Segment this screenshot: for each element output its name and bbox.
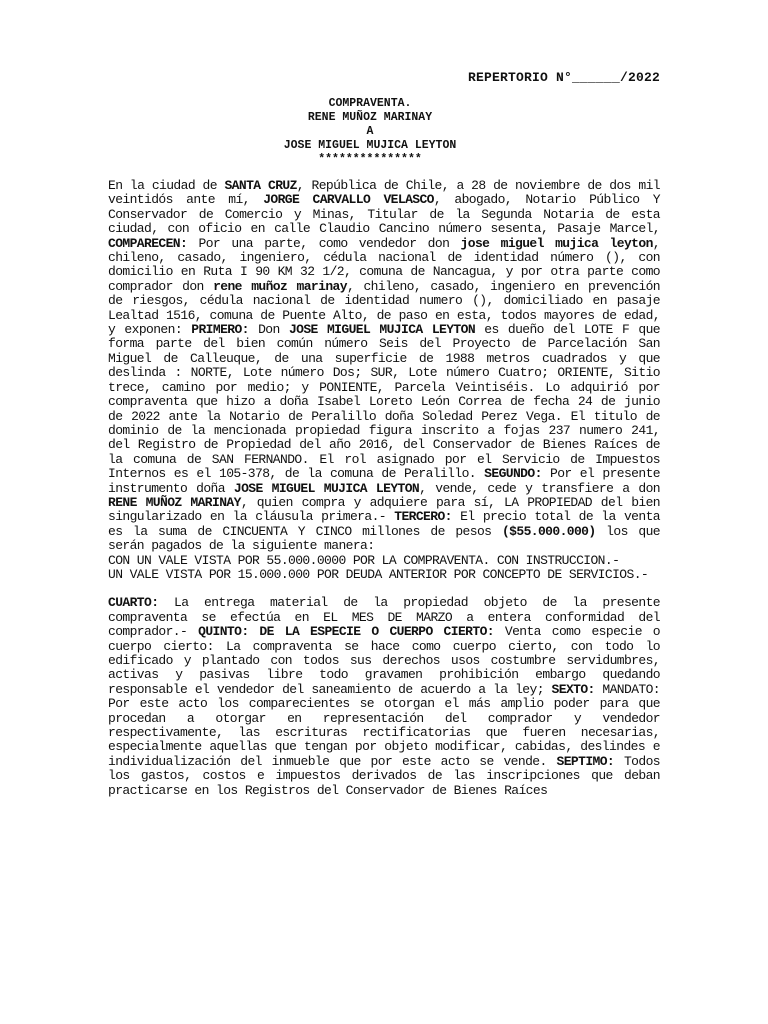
payment-line-2: UN VALE VISTA POR 15.000.000 POR DEUDA ANTERIOR POR CONCEPTO DE SERVICIOS.- bbox=[108, 566, 649, 582]
text: , vende, cede y transfiere a don bbox=[419, 480, 660, 496]
clause-primero-label: PRIMERO: bbox=[191, 322, 249, 338]
repertorio-number: REPERTORIO N°______/2022 bbox=[467, 70, 660, 85]
city-name: SANTA CRUZ bbox=[224, 178, 297, 193]
comparecen-label: COMPARECEN: bbox=[108, 235, 188, 251]
text: , chileno, casado, ingeniero en prevención de riesgos, cédula nacional de identidad numero (), domiciliado en pasaje Lealtad 1516, comuna de Puente Alto, de paso en esta, todos mayores de edad, y exponen: bbox=[108, 278, 660, 338]
title-line-seller: JOSE MIGUEL MUJICA LEYTON bbox=[283, 139, 457, 152]
clause-segundo-label: SEGUNDO: bbox=[484, 466, 542, 482]
paragraph-clauses bbox=[108, 596, 660, 798]
text: , abogado, Notario Público Y Conservador de Comercio y Minas, Titular de la Segunda Notaria de esta ciudad, con oficio en calle Claudio Cancino número sesenta, Pasaje Marcel, bbox=[108, 192, 660, 237]
document-title bbox=[108, 97, 660, 167]
title-line-buyer: RENE MUÑOZ MARINAY bbox=[307, 111, 433, 124]
seller-name-caps: JOSE MIGUEL MUJICA LEYTON bbox=[288, 322, 476, 338]
text: , República de Chile, a 28 de noviembre de dos mil veintidós ante mí, bbox=[108, 178, 660, 208]
text: Venta como especie o cuerpo cierto: La compraventa se hace como cuerpo cierto, con todo lo edificado y plantado con todos sus derechos usos costumbre servidumbres, activas y pasivas libre todo gravamen prohibición embargo quedando responsable el vendedor del saneamiento de acuerdo a la ley; bbox=[108, 624, 660, 697]
clause-quinto-label: QUINTO: DE LA ESPECIE O CUERPO CIERTO: bbox=[198, 624, 494, 640]
clause-septimo-label: SEPTIMO: bbox=[556, 753, 615, 769]
paragraph-main bbox=[108, 179, 660, 554]
title-line-compraventa: COMPRAVENTA. bbox=[328, 97, 412, 110]
buyer-name-caps: RENE MUÑOZ MARINAY bbox=[108, 494, 241, 510]
text: los que serán pagados de la siguiente manera: bbox=[108, 523, 660, 554]
notary-name: JORGE CARVALLO VELASCO bbox=[263, 192, 434, 208]
clause-cuarto-label: CUARTO: bbox=[108, 595, 159, 611]
document-body bbox=[108, 179, 660, 798]
text: En la ciudad de bbox=[108, 178, 225, 193]
seller-name-caps: JOSE MIGUEL MUJICA LEYTON bbox=[233, 480, 420, 496]
paragraph-gap bbox=[108, 582, 660, 596]
text: Por una parte, como vendedor don bbox=[187, 235, 461, 251]
text: Por el presente instrumento doña bbox=[108, 466, 660, 496]
text: Don bbox=[248, 322, 289, 338]
text: es dueño del LOTE F que forma parte del bien común número Seis del Proyecto de Parcelación San Miguel de Calleuque, de una superficie de 1988 metros cuadrados y que deslinda : NORTE, Lote número Dos; SUR, Lote número Cuatro; ORIENTE, Sitio trece, camino por medio; y PONIENTE, Parcela Veintiséis. Lo adquirió por compraventa que hizo a doña Isabel Loreto León Correa de fecha 24 de junio de 2022 ante la Notario de Peralillo doña Soledad Perez Vega. El titulo de dominio de la mencionada propiedad figura inscrito a fojas 237 numero 241, del Registro de Propiedad del año 2016, del Conservador de Bienes Raíces de la comuna de SAN FERNANDO. El rol asignado por el Servicio de Impuestos Internos es el 105-378, de la comuna de Peralillo. bbox=[108, 322, 660, 482]
clause-sexto-label: SEXTO: bbox=[551, 681, 595, 697]
price-amount: ($55.000.000) bbox=[501, 523, 596, 539]
payment-line-1: CON UN VALE VISTA POR 55.000.0000 POR LA COMPRAVENTA. CON INSTRUCCION.- bbox=[108, 552, 620, 568]
clause-tercero-label: TERCERO: bbox=[394, 509, 452, 525]
buyer-name: rene muñoz marinay bbox=[213, 278, 347, 294]
text: MANDATO: Por este acto los comparecientes se otorgan el más amplio poder para que procedan a otorgar en representación del comprador y vendedor respectivamente, las escrituras rectificatorias que fueren necesarias, especialmente aquellas que tengan por objeto modificar, cabidas, deslindes e individualización del inmueble que por este acto se vende. bbox=[108, 681, 661, 769]
text: La entrega material de la propiedad objeto de la presente compraventa se efectúa en EL MES DE MARZO a entera conformidad del comprador.- bbox=[108, 595, 660, 640]
text: , quien compra y adquiere para sí, LA PROPIEDAD del bien singularizado en la cláusula primera.- bbox=[108, 494, 660, 525]
title-line-a: A bbox=[366, 125, 374, 138]
title-line-asterisks: *************** bbox=[318, 153, 422, 166]
text: , chileno, casado, ingeniero, cédula nacional de identidad número (), con domicilio en Ruta I 90 KM 32 1/2, comuna de Nancagua, y por otra parte como comprador don bbox=[108, 235, 660, 294]
seller-name: jose miguel mujica leyton bbox=[460, 235, 653, 251]
text: El precio total de la venta es la suma de CINCUENTA Y CINCO millones de pesos bbox=[108, 509, 660, 539]
text: Todos los gastos, costos e impuestos derivados de las inscripciones que deban practicarse en los Registros del Conservador de Bienes Raíces bbox=[108, 753, 660, 798]
